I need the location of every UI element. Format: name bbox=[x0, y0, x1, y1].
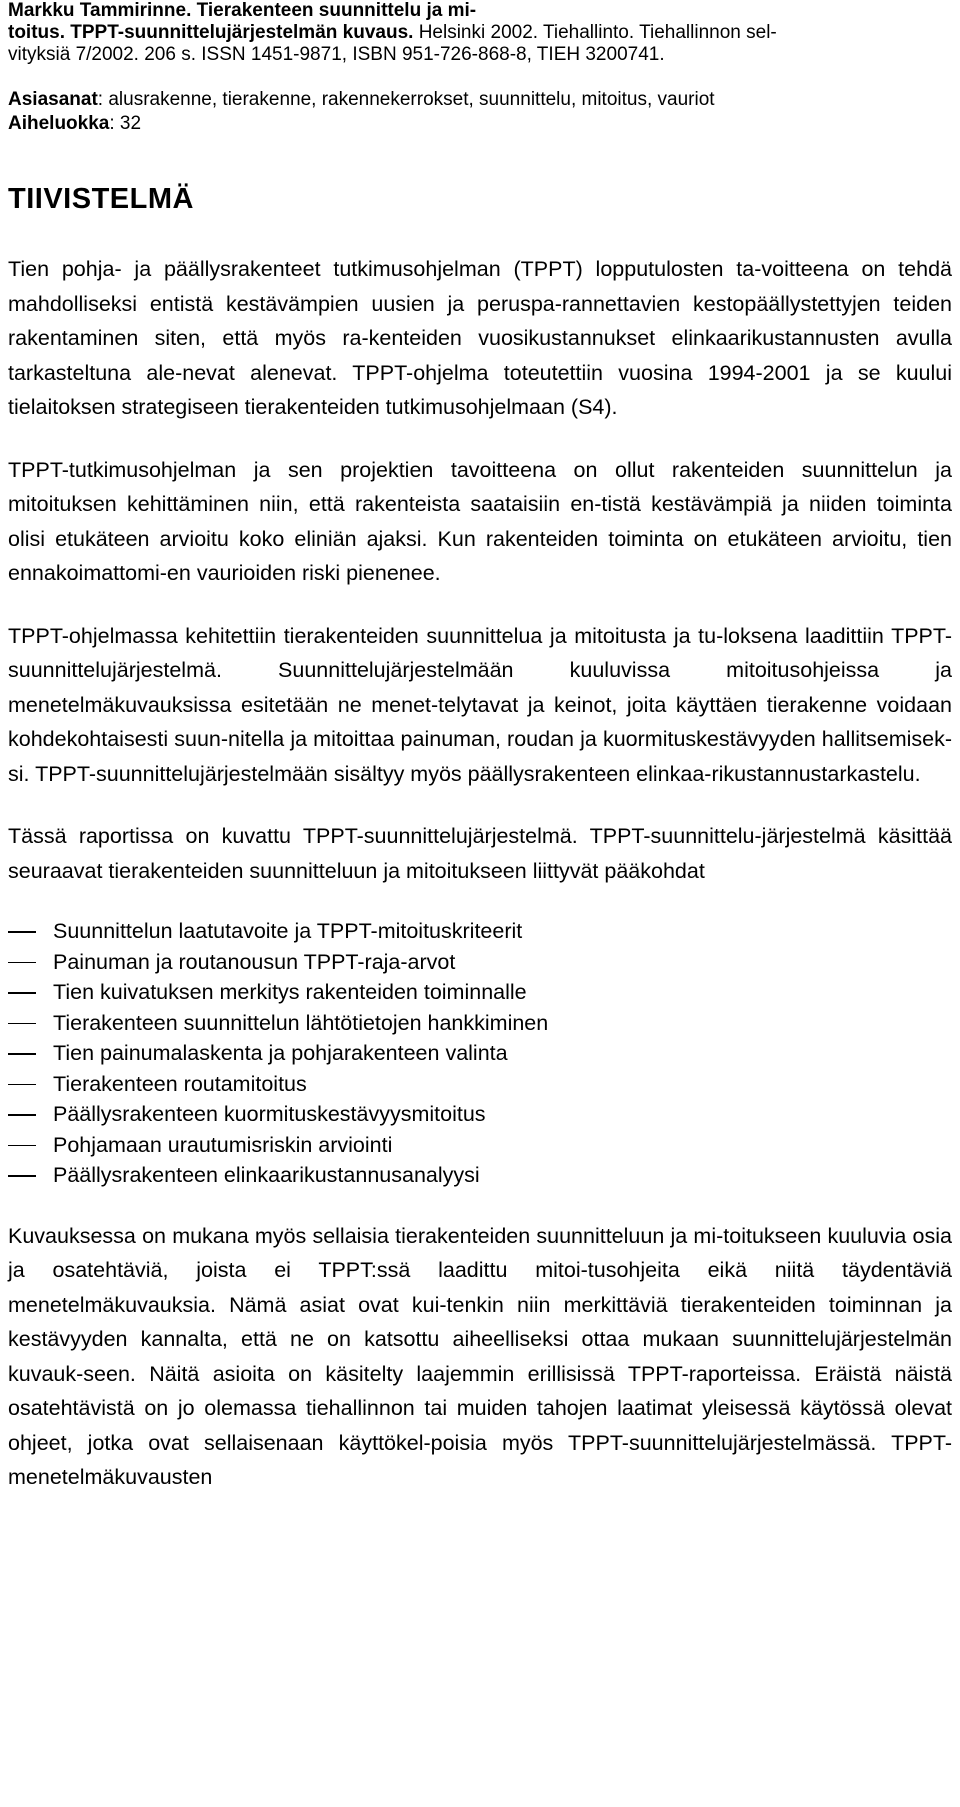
list-item bbox=[8, 947, 952, 978]
abstract-paragraph-1: Tien pohja- ja päällysrakenteet tutkimusohjelman (TPPT) lopputulosten ta-voitteena on tehdä mahdolliseksi entistä kestävämpien uusien ja peruspa-rannettavien kestopäällystettyjen teiden rakentaminen siten, että myös ra-kenteiden vuosikustannukset elinkaarikustannusten avulla tarkasteltuna ale-nevat alenevat. TPPT-ohjelma toteutettiin vuosina 1994-2001 ja se kuului tielaitoksen strategiseen tierakenteiden tutkimusohjelmaan (S4). bbox=[8, 257, 952, 419]
list-item bbox=[8, 1008, 952, 1039]
dash-bullet-icon bbox=[8, 1023, 36, 1025]
list-item bbox=[8, 1099, 952, 1130]
list-item-text: Tierakenteen routamitoitus bbox=[53, 1071, 307, 1096]
abstract-paragraph-2: TPPT-tutkimusohjelman ja sen projektien tavoitteena on ollut rakenteiden suunnittelun ja mitoituksen kehittäminen niin, että rakenteista saataisiin en-tistä kestävämpiä ja niiden toiminta olisi etukäteen arvioitu koko eliniän ajaksi. Kun rakenteiden toiminta on etukäteen arvioitu, tien ennakoimattomi-en vaurioiden riski pienenee. bbox=[8, 457, 952, 585]
list-item bbox=[8, 1038, 952, 1069]
list-item bbox=[8, 977, 952, 1008]
subject-class-line bbox=[8, 112, 952, 136]
closing-paragraph: Kuvauksessa on mukana myös sellaisia tierakenteiden suunnitteluun ja mi-toitukseen kuuluvia osia ja osatehtäviä, joista ei TPPT:ssä laadittu mitoi-tusohjeita eikä niitä täydentäviä menetelmäkuvauksia. Nämä asiat ovat kui-tenkin niin merkittäviä tierakenteiden toiminnan ja kestävyyden kannalta, että ne on katsottu aiheelliseksi ottaa mukaan suunnittelujärjestelmän kuvauk-seen. Näitä asioita on käsitelty laajemmin erillisissä TPPT-raporteissa. Eräistä näistä osatehtävistä on jo olemassa tiehallinnon tai muiden tahojen laatimat yleisessä käytössä olevat ohjeet, jotka ovat sellaisenaan käyttökel-poisia myös TPPT-suunnittelujärjestelmässä. TPPT-menetelmäkuvausten bbox=[8, 1223, 952, 1489]
biblio-line-2 bbox=[8, 22, 952, 44]
subject-class-label: Aiheluokka bbox=[8, 113, 110, 134]
list-item-text: Painuman ja routanousun TPPT-raja-arvot bbox=[53, 949, 456, 974]
list-item-text: Suunnittelun laatutavoite ja TPPT-mitoituskriteerit bbox=[53, 919, 523, 943]
dash-bullet-icon bbox=[8, 1145, 36, 1147]
biblio-title-part: toitus. TPPT-suunnittelujärjestelmän kuvaus. bbox=[8, 22, 414, 43]
list-item-text: Päällysrakenteen elinkaarikustannusanalyysi bbox=[53, 1163, 480, 1187]
list-item bbox=[8, 1160, 952, 1191]
dash-bullet-icon bbox=[8, 1175, 36, 1177]
main-topics-list bbox=[8, 916, 952, 1191]
abstract-paragraph-3: TPPT-ohjelmassa kehitettiin tierakenteiden suunnittelua ja mitoitusta ja tu-loksena laadittiin TPPT-suunnittelujärjestelmä. Suunnittelujärjestelmään kuuluvissa mitoitusohjeissa ja menetelmäkuvauksissa esitetään ne menet-telytavat ja keinot, joita käyttäen tierakenne voidaan kohdekohtaisesti suun-nitella ja mitoittaa painuman, roudan ja kuormituskestävyyden hallitsemisek-si. TPPT-suunnittelujärjestelmään sisältyy myös päällysrakenteen elinkaa-rikustannustarkastelu. bbox=[8, 623, 952, 786]
abstract-paragraph-4: Tässä raportissa on kuvattu TPPT-suunnittelujärjestelmä. TPPT-suunnittelu-järjestelmä käsittää seuraavat tierakenteiden suunnitteluun ja mitoitukseen liittyvät pääkohdat bbox=[8, 824, 952, 883]
document-page bbox=[8, 0, 952, 1516]
bibliographic-info bbox=[8, 0, 952, 66]
list-item-text: Tien painumalaskenta ja pohjarakenteen valinta bbox=[53, 1041, 508, 1065]
keywords-line bbox=[8, 88, 952, 112]
keywords-label: Asiasanat bbox=[8, 89, 98, 110]
dash-bullet-icon bbox=[8, 931, 36, 933]
dash-bullet-icon bbox=[8, 1084, 36, 1086]
list-item-text: Päällysrakenteen kuormituskestävyysmitoitus bbox=[53, 1102, 486, 1126]
list-item bbox=[8, 916, 952, 947]
list-item bbox=[8, 1130, 952, 1161]
metadata-block bbox=[8, 88, 952, 136]
abstract-heading: TIIVISTELMÄ bbox=[8, 183, 194, 215]
biblio-line-3: vityksiä 7/2002. 206 s. ISSN 1451-9871, ISBN 951-726-868-8, TIEH 3200741. bbox=[8, 44, 665, 65]
keywords-value: : alusrakenne, tierakenne, rakennekerrokset, suunnittelu, mitoitus, vauriot bbox=[97, 89, 715, 110]
list-item-text: Tien kuivatuksen merkitys rakenteiden toiminnalle bbox=[53, 980, 527, 1004]
list-item bbox=[8, 1069, 952, 1100]
dash-bullet-icon bbox=[8, 1053, 36, 1055]
subject-class-value: : 32 bbox=[109, 113, 142, 134]
biblio-line-1: Markku Tammirinne. Tierakenteen suunnittelu ja mi- bbox=[8, 0, 477, 21]
dash-bullet-icon bbox=[8, 962, 36, 964]
dash-bullet-icon bbox=[8, 992, 36, 994]
biblio-publisher-part: Helsinki 2002. Tiehallinto. Tiehallinnon sel- bbox=[413, 22, 777, 43]
dash-bullet-icon bbox=[8, 1114, 36, 1116]
list-item-text: Tierakenteen suunnittelun lähtötietojen hankkiminen bbox=[53, 1010, 549, 1035]
list-item-text: Pohjamaan urautumisriskin arviointi bbox=[53, 1132, 393, 1157]
